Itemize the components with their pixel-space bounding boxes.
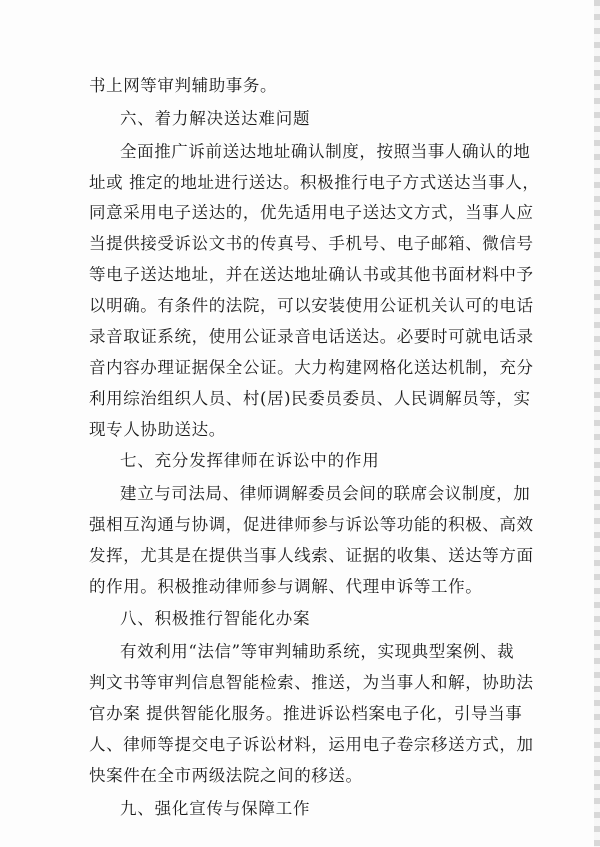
text-line: 有效利用“法信”等审判辅助系统，实现典型案例、裁 — [120, 642, 515, 661]
section-heading-9: 九、强化宣传与保障工作 — [120, 799, 311, 818]
section-heading-8: 八、积极推行智能化办案 — [120, 609, 311, 628]
text-line: 音内容办理证据保全公证。大力构建网格化送达机制，充分 — [89, 358, 534, 377]
text-line: 书上网等审判辅助事务。 — [89, 76, 278, 95]
text-line: 建立与司法局、律师调解委员会间的联席会议制度，加 — [120, 484, 531, 503]
text-line: 的作用。积极推动律师参与调解、代理申诉等工作。 — [89, 577, 483, 596]
text-line: 人、律师等提交电子诉讼材料，运用电子卷宗移送方式，加 — [89, 735, 534, 754]
text-line: 强相互沟通与协调，促进律师参与诉讼等功能的积极、高效 — [89, 515, 534, 534]
text-line: 同意采用电子送达的，优先适用电子送达文方式，当事人应 — [89, 203, 534, 222]
text-line: 现专人协助送达。 — [89, 420, 226, 439]
text-line: 官办案 提供智能化服务。推进诉讼档案电子化，引导当事 — [89, 704, 523, 723]
text-line: 利用综治组织人员、村(居)民委员委员、人民调解员等，实 — [89, 389, 531, 408]
section-heading-6: 六、着力解决送达难问题 — [120, 109, 311, 128]
text-line: 等电子送达地址，并在送达地址确认书或其他书面材料中予 — [89, 265, 534, 284]
scan-edge-marks — [594, 0, 600, 847]
text-line: 全面推广诉前送达地址确认制度，按照当事人确认的地 — [120, 142, 531, 161]
text-line: 发挥，尤其是在提供当事人线索、证据的收集、送达等方面 — [89, 546, 534, 565]
text-line: 快案件在全市两级法院之间的移送。 — [89, 766, 363, 785]
section-heading-7: 七、充分发挥律师在诉讼中的作用 — [120, 451, 380, 470]
text-line: 当提供接受诉讼文书的传真号、手机号、电子邮箱、微信号 — [89, 234, 534, 253]
text-line: 录音取证系统，使用公证录音电话送达。必要时可就电话录 — [89, 327, 534, 346]
text-line: 以明确。有条件的法院，可以安装使用公证机关认可的电话 — [89, 296, 534, 315]
text-line: 判文书等审判信息智能检索、推送，为当事人和解，协助法 — [89, 673, 534, 692]
text-line: 址或 推定的地址进行送达。积极推行电子方式送达当事人， — [89, 173, 540, 192]
